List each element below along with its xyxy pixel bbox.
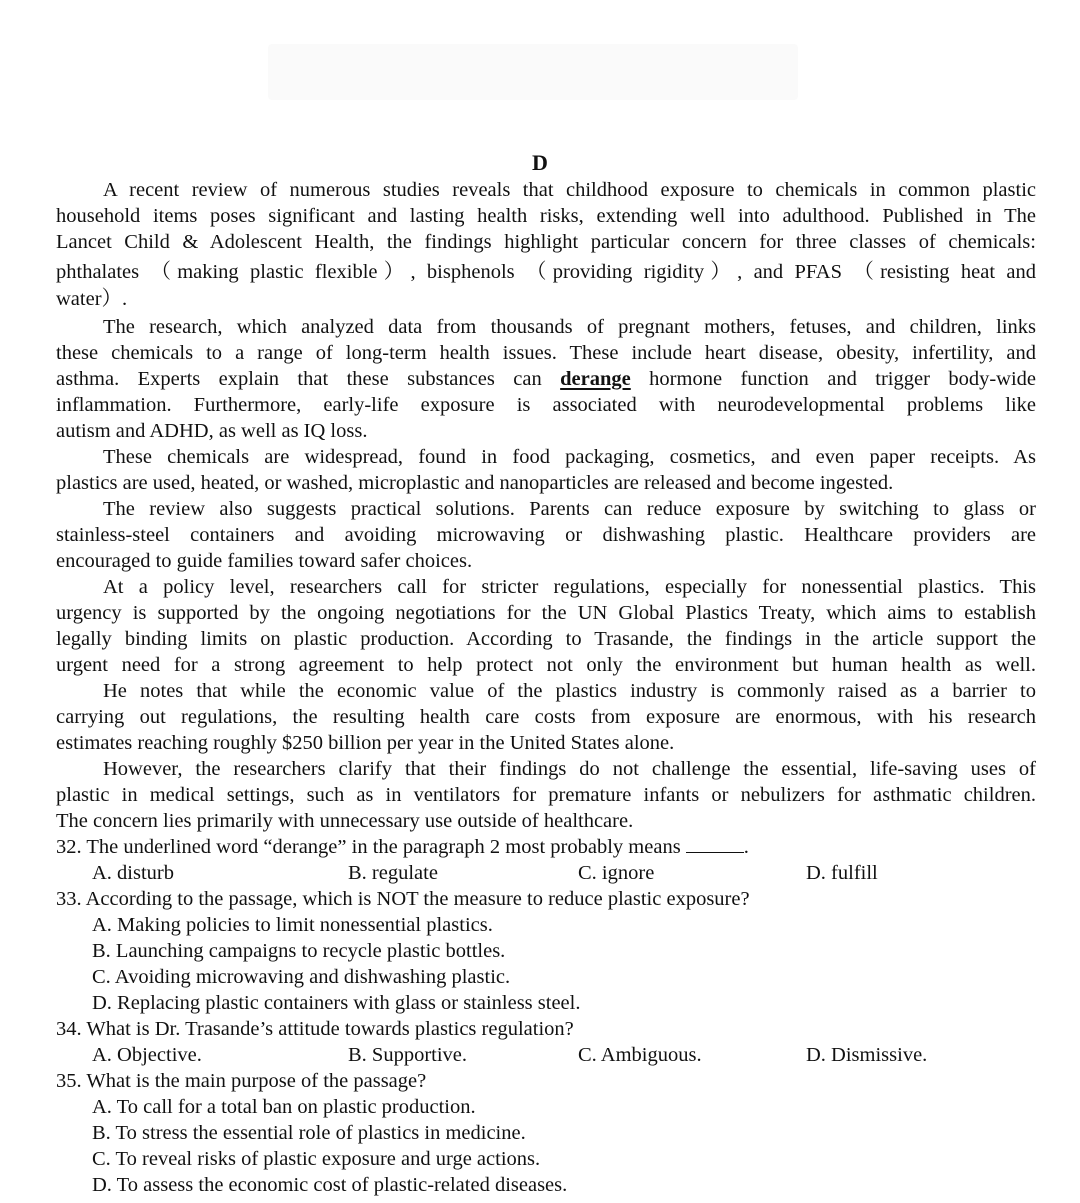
text-line: household items poses significant and lasting health risks, extending well into adulthood. Published in The: [56, 205, 1036, 227]
text-line: water）.: [56, 288, 128, 310]
question-stem: 35. What is the main purpose of the passage?: [56, 1070, 427, 1092]
section-title: D: [532, 150, 548, 175]
question-34: [56, 1016, 1036, 1068]
option-c[interactable]: C. ignore: [578, 862, 655, 884]
text-line: A recent review of numerous studies reveals that childhood exposure to chemicals in common plastic: [103, 179, 1036, 201]
text-line: The concern lies primarily with unnecessary use outside of healthcare.: [56, 810, 634, 832]
option-b[interactable]: B. To stress the essential role of plastics in medicine.: [92, 1122, 526, 1144]
option-d[interactable]: D. To assess the economic cost of plastic-related diseases.: [92, 1174, 568, 1196]
text-line: At a policy level, researchers call for stricter regulations, especially for nonessential plastics. This: [103, 576, 1036, 598]
option-a[interactable]: A. To call for a total ban on plastic production.: [92, 1096, 476, 1118]
text-line: plastic in medical settings, such as in ventilators for premature infants or nebulizers for asthmatic children.: [56, 784, 1036, 806]
text-line: estimates reaching roughly $250 billion per year in the United States alone.: [56, 732, 675, 754]
paragraph-7: [56, 756, 1036, 834]
option-a[interactable]: A. Making policies to limit nonessential plastics.: [92, 914, 493, 936]
text-segment: asthma. Experts explain that these substances can: [56, 368, 561, 390]
option-d[interactable]: D. fulfill: [806, 862, 878, 884]
text-line: plastics are used, heated, or washed, microplastic and nanoparticles are released and become ingested.: [56, 472, 894, 494]
text-line: carrying out regulations, the resulting health care costs from exposure are enormous, with his research: [56, 706, 1036, 728]
option-b[interactable]: B. regulate: [348, 862, 438, 884]
option-d[interactable]: D. Replacing plastic containers with glass or stainless steel.: [92, 992, 581, 1014]
text-line: These chemicals are widespread, found in food packaging, cosmetics, and even paper receipts. As: [103, 446, 1036, 468]
option-a[interactable]: A. Objective.: [92, 1044, 202, 1066]
text-line: However, the researchers clarify that their findings do not challenge the essential, life-saving uses of: [103, 758, 1036, 780]
paragraph-5: [56, 574, 1036, 678]
options-row: [56, 860, 1036, 886]
text-line: stainless-steel containers and avoiding microwaving or dishwashing plastic. Healthcare providers are: [56, 524, 1036, 546]
text-line: The review also suggests practical solutions. Parents can reduce exposure by switching to glass or: [103, 498, 1036, 520]
option-c[interactable]: C. To reveal risks of plastic exposure and urge actions.: [92, 1148, 541, 1170]
text-segment: hormone function and trigger body-wide: [630, 368, 1036, 390]
text-line: Lancet Child & Adolescent Health, the findings highlight particular concern for three classes of chemicals:: [56, 231, 1036, 253]
stem-text: 32. The underlined word “derange” in the paragraph 2 most probably means: [56, 836, 686, 858]
underlined-word: derange: [560, 368, 631, 390]
question-35: [56, 1068, 1036, 1198]
question-stem: [56, 834, 1036, 860]
question-32: [56, 834, 1036, 886]
option-c[interactable]: C. Avoiding microwaving and dishwashing plastic.: [92, 966, 511, 988]
option-b[interactable]: B. Launching campaigns to recycle plastic bottles.: [92, 940, 506, 962]
text-line: The research, which analyzed data from thousands of pregnant mothers, fetuses, and children, links: [103, 316, 1036, 338]
option-a[interactable]: A. disturb: [92, 862, 174, 884]
paragraph-1: [56, 177, 1036, 314]
paragraph-6: [56, 678, 1036, 756]
passage: [56, 177, 1036, 1198]
options-row: [56, 1042, 1036, 1068]
option-b[interactable]: B. Supportive.: [348, 1044, 468, 1066]
text-line: inflammation. Furthermore, early-life exposure is associated with neurodevelopmental problems like: [56, 394, 1036, 416]
question-33: [56, 886, 1036, 1016]
text-line: encouraged to guide families toward safer choices.: [56, 550, 473, 572]
text-line: phthalates （making plastic flexible）, bisphenols （providing rigidity）, and PFAS （resisting heat and: [56, 261, 1036, 283]
text-line: autism and ADHD, as well as IQ loss.: [56, 420, 368, 442]
question-stem: 33. According to the passage, which is NOT the measure to reduce plastic exposure?: [56, 888, 750, 910]
text-line: urgent need for a strong agreement to help protect not only the environment but human health as well.: [56, 654, 1036, 676]
text-line: legally binding limits on plastic production. According to Trasande, the findings in the article support the: [56, 628, 1036, 650]
text-line: urgency is supported by the ongoing negotiations for the UN Global Plastics Treaty, which aims to establish: [56, 602, 1036, 624]
answer-blank: [686, 834, 744, 853]
paragraph-2: [56, 314, 1036, 444]
question-stem: 34. What is Dr. Trasande’s attitude towards plastics regulation?: [56, 1018, 574, 1040]
text-line: [56, 366, 1036, 392]
stem-end: .: [743, 836, 749, 858]
header-banner-placeholder: [268, 44, 798, 100]
option-c[interactable]: C. Ambiguous.: [578, 1044, 702, 1066]
option-d[interactable]: D. Dismissive.: [806, 1044, 928, 1066]
text-line: these chemicals to a range of long-term health issues. These include heart disease, obesity, infertility, and: [56, 342, 1036, 364]
paragraph-3: [56, 444, 1036, 496]
text-line: He notes that while the economic value of the plastics industry is commonly raised as a barrier to: [103, 680, 1036, 702]
paragraph-4: [56, 496, 1036, 574]
